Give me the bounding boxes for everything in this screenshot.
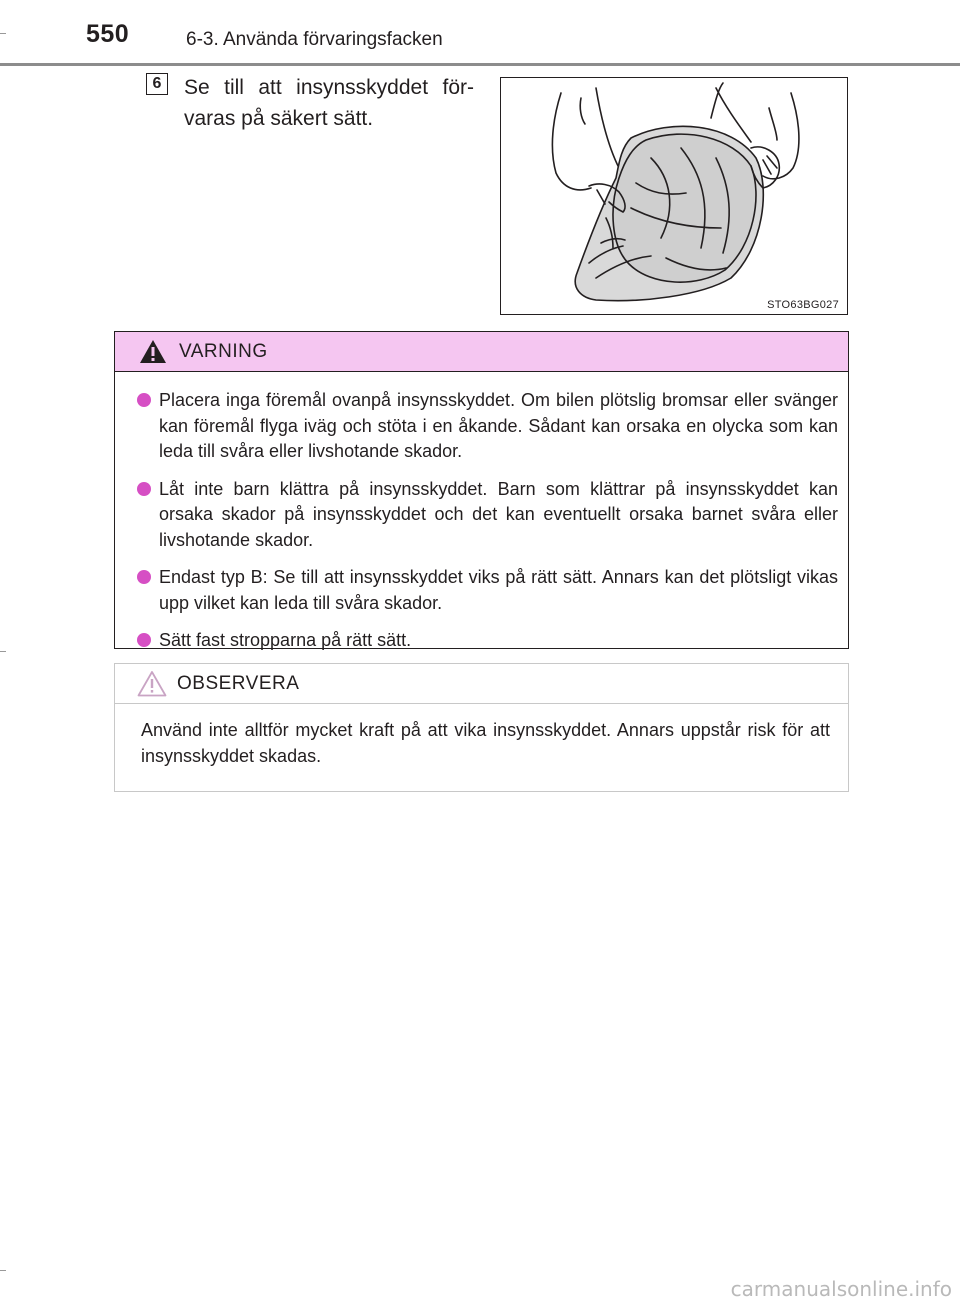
notice-title: OBSERVERA (177, 672, 300, 694)
warning-item-text: Sätt fast stropparna på rätt sätt. (159, 630, 412, 650)
warning-item (137, 628, 838, 654)
crop-mark (0, 651, 6, 652)
page-number: 550 (86, 20, 130, 48)
step-instruction: Se till att insynsskyddet för-varas på säkert sätt. (184, 76, 474, 130)
warning-item (137, 388, 838, 465)
warning-item-text: Placera inga föremål ovanpå insynsskyddet. Om bilen plötslig bromsar eller svänger kan föremål flyga iväg och stöta i en åkande. Sådant kan orsaka en olycka som kan leda till svåra eller livshotande skador. (159, 390, 838, 461)
notice-header (115, 664, 848, 704)
crop-mark (0, 33, 6, 34)
warning-list (115, 372, 848, 654)
warning-item (137, 565, 838, 616)
caution-triangle-outline-icon (137, 670, 167, 697)
figure-code: STO63BG027 (767, 299, 839, 311)
warning-item-text: Endast typ B: Se till att insynsskyddet viks på rätt sätt. Annars kan det plötsligt vikas upp vilket kan leda till svåra skador. (159, 567, 838, 613)
illustration-figure (500, 77, 848, 315)
bullet-icon (137, 482, 151, 496)
watermark: carmanualsonline.info (730, 1277, 952, 1301)
bullet-icon (137, 393, 151, 407)
warning-triangle-icon (139, 339, 167, 364)
warning-item-text: Låt inte barn klättra på insynsskyddet. Barn som klättrar på insynsskyddet kan orsaka skador på insynsskyddet och det kan eventuellt orsaka barnet svåra eller livshotande skador. (159, 478, 838, 550)
crop-mark (0, 1270, 6, 1271)
warning-box (114, 331, 849, 649)
warning-header (115, 332, 848, 372)
folded-cover-illustration (501, 78, 846, 313)
warning-item (137, 477, 838, 554)
notice-body: Använd inte alltför mycket kraft på att vika insynsskyddet. Annars uppstår risk för att insynsskyddet skadas. (141, 720, 830, 766)
section-title: 6-3. Använda förvaringsfacken (186, 29, 443, 50)
header-divider (0, 63, 960, 66)
bullet-icon (137, 633, 151, 647)
bullet-icon (137, 570, 151, 584)
step-number-badge: 6 (146, 73, 168, 95)
notice-box (114, 663, 849, 792)
warning-title: VARNING (179, 340, 268, 362)
